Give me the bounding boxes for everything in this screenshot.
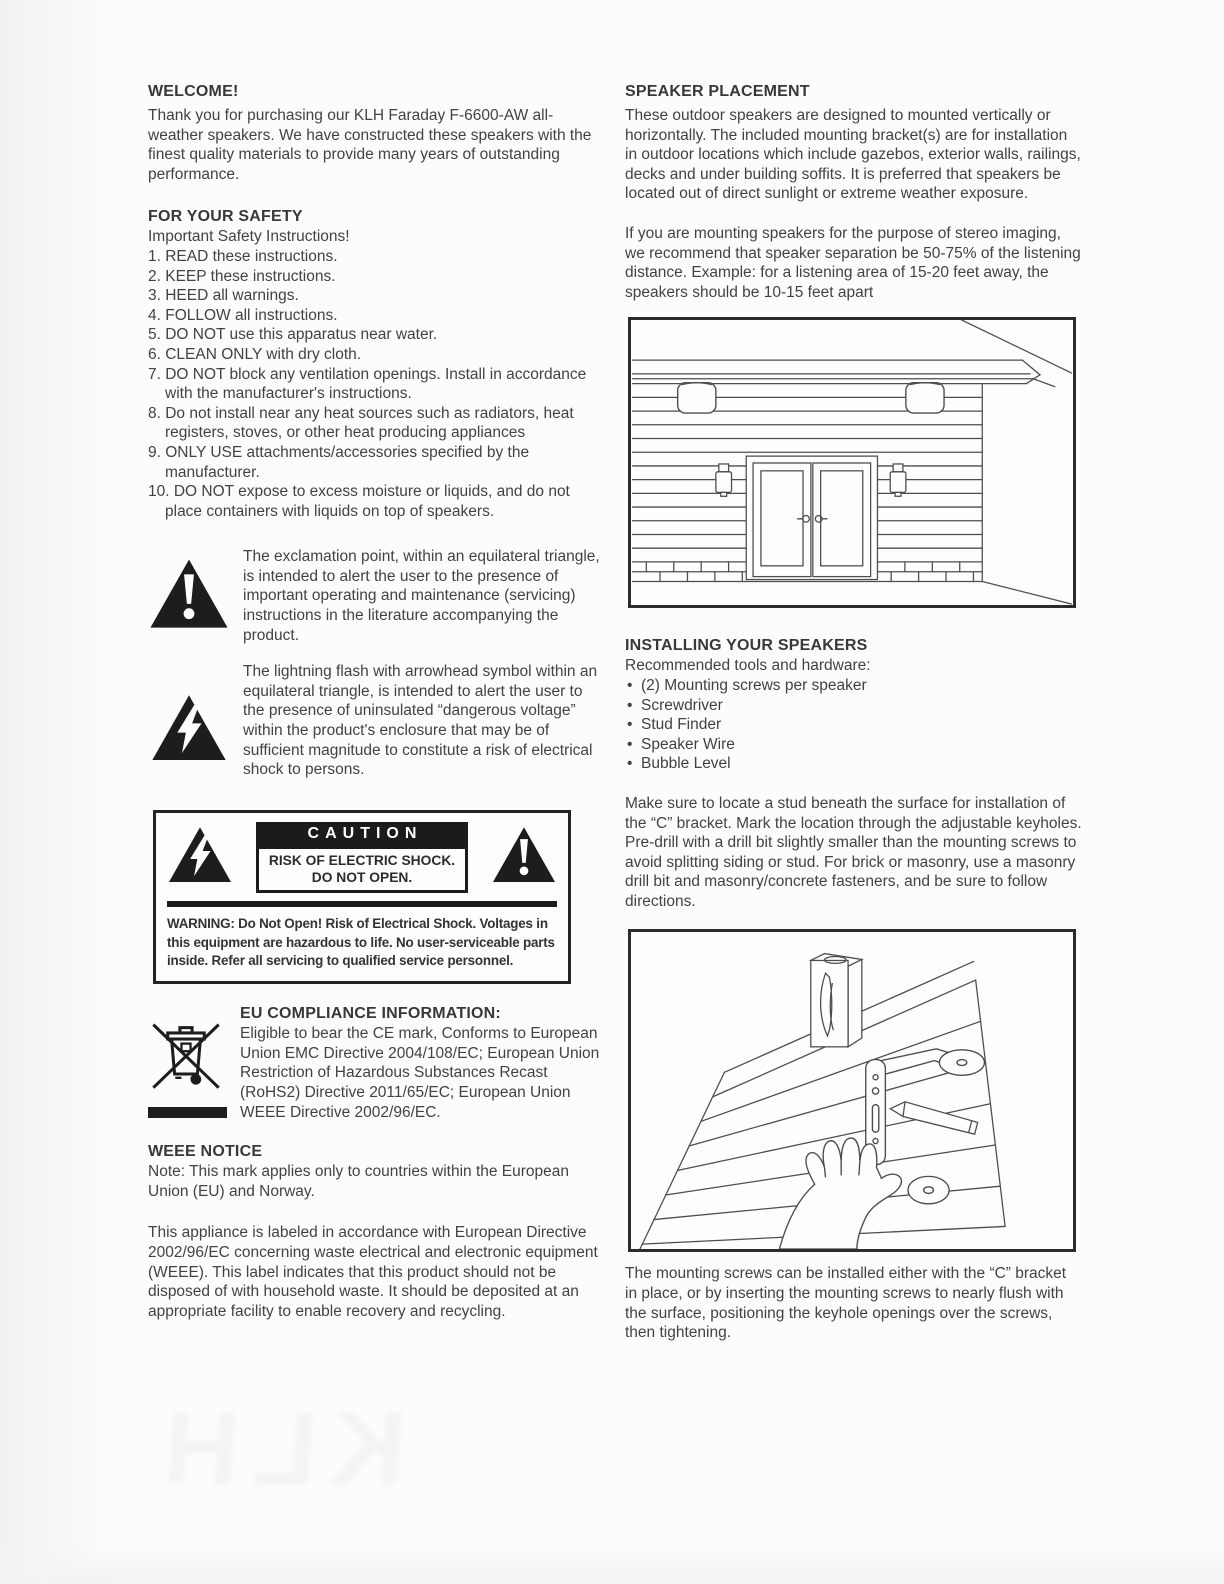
welcome-body: Thank you for purchasing our KLH Faraday F-6600-AW all-weather speakers. We have constructed these speakers with the finest quality materials to provide many years of outstanding performance. bbox=[148, 107, 592, 183]
list-item: 5. DO NOT use this apparatus near water. bbox=[148, 326, 438, 344]
lightning-triangle-icon bbox=[167, 824, 233, 891]
lightning-notice bbox=[148, 662, 600, 780]
placement-para2: If you are mounting speakers for the purpose of stereo imaging, we recommend that speaker separation be 50-75% of the listening distance. Example: for a listening area of 15-20 feet away, the speakers should be 10-15 feet apart bbox=[625, 224, 1081, 301]
c-bracket-installation-illustration bbox=[628, 929, 1076, 1252]
right-column bbox=[625, 82, 1082, 1343]
list-item: • Screwdriver bbox=[625, 696, 1082, 716]
caution-risk-line1: RISK OF ELECTRIC SHOCK. bbox=[268, 852, 456, 868]
list-item: 1. READ these instructions. bbox=[148, 247, 338, 265]
wood-stud bbox=[811, 954, 862, 1047]
scan-edge-shading-bottom bbox=[0, 1544, 1224, 1584]
installing-closing: The mounting screws can be installed either with the “C” bracket in place, or by inserting the mounting screws to nearly flush with the surface, positioning the keyhole openings over the screws, then tightening. bbox=[625, 1265, 1067, 1342]
lightning-notice-text: The lightning flash with arrowhead symbol within an equilateral triangle, is intended to alert the user to the presence of uninsulated “dangerous voltage” within the product's enclosure that may be of sufficient magnitude to constitute a risk of electrical shock to persons. bbox=[243, 663, 598, 779]
wall-lantern-right bbox=[890, 464, 906, 496]
placement-para1: These outdoor speakers are designed to mounted vertically or horizontally. The included mounting bracket(s) are for installation in outdoor locations which include gazebos, exterior walls, railings, decks and under building soffits. It is preferred that speakers be located out of direct sunlight or extreme weather exposure. bbox=[625, 107, 1081, 203]
eu-compliance-text bbox=[240, 1004, 600, 1122]
weee-notice-note: Note: This mark applies only to countries within the European Union (EU) and Norway. bbox=[148, 1163, 570, 1200]
weee-black-bar bbox=[148, 1107, 227, 1118]
installing-para: Make sure to locate a stud beneath the surface for installation of the “C” bracket. Mark the location through the adjustable keyholes. Pre-drill with a drill bit slightly smaller than the mounting screws to avoid splitting siding or stud. For brick or masonry, use a masonry drill bit and masonry/concrete fasteners, and be sure to follow directions. bbox=[625, 794, 1082, 910]
bleed-through-watermark bbox=[146, 1390, 410, 1509]
installing-heading: INSTALLING YOUR SPEAKERS bbox=[625, 637, 868, 655]
placement-heading: SPEAKER PLACEMENT bbox=[625, 83, 810, 100]
caution-risk-line2: DO NOT OPEN. bbox=[311, 870, 413, 886]
caution-title: CAUTION bbox=[256, 822, 468, 846]
list-item: 6. CLEAN ONLY with dry cloth. bbox=[148, 345, 362, 363]
safety-intro: Important Safety Instructions! bbox=[148, 228, 350, 246]
exclamation-notice bbox=[148, 547, 600, 645]
weee-notice-block bbox=[148, 1142, 600, 1321]
exclamation-triangle-icon bbox=[491, 824, 557, 891]
list-item: • Stud Finder bbox=[625, 715, 1082, 735]
caution-warning-text: WARNING: Do Not Open! Risk of Electrical Shock. Voltages in this equipment are hazardous to life. No user-serviceable parts inside. Refer all servicing to qualified service personnel. bbox=[167, 915, 555, 969]
house-with-mounted-speakers-illustration bbox=[628, 317, 1076, 608]
weee-crossed-out-bin-icon bbox=[148, 1004, 230, 1122]
caution-header bbox=[167, 822, 557, 893]
list-item: 8. Do not install near any heat sources such as radiators, heat registers, stoves, or other heat producing appliances bbox=[148, 404, 574, 442]
list-item: 7. DO NOT block any ventilation openings. Install in accordance with the manufacturer's instructions. bbox=[148, 365, 587, 403]
weee-notice-heading: WEEE NOTICE bbox=[148, 1143, 263, 1161]
list-item: • (2) Mounting screws per speaker bbox=[625, 676, 1082, 696]
list-item: 2. KEEP these instructions. bbox=[148, 267, 336, 285]
scan-edge-shading bbox=[0, 0, 115, 1584]
pencil bbox=[890, 1102, 977, 1134]
left-column bbox=[148, 82, 600, 1321]
exclamation-triangle-icon bbox=[148, 547, 230, 645]
list-item: 3. HEED all warnings. bbox=[148, 287, 299, 305]
caution-divider bbox=[167, 901, 557, 907]
double-door bbox=[746, 456, 877, 579]
safety-instructions-list bbox=[148, 247, 600, 521]
mounting-knob bbox=[908, 1177, 949, 1204]
wall-lantern-left bbox=[716, 464, 732, 496]
c-bracket bbox=[866, 1049, 985, 1165]
exclamation-notice-text: The exclamation point, within an equilateral triangle, is intended to alert the user to the presence of important operating and maintenance (servicing) instructions in the literature accompanying the product. bbox=[243, 548, 600, 644]
eu-compliance-body: Eligible to bear the CE mark, Conforms to European Union EMC Directive 2004/108/EC; European Union Restriction of Hazardous Substances Recast (RoHS2) Directive 2011/65/EC; European Union WEEE Directive 2002/96/EC. bbox=[240, 1025, 600, 1121]
eu-compliance-heading: EU COMPLIANCE INFORMATION: bbox=[240, 1005, 501, 1023]
caution-risk-text bbox=[256, 846, 468, 893]
eu-compliance-block bbox=[148, 1004, 600, 1122]
list-item: 4. FOLLOW all instructions. bbox=[148, 306, 338, 324]
weee-notice-body: This appliance is labeled in accordance with European Directive 2002/96/EC concerning waste electrical and electronic equipment (WEEE). This label indicates that this product should not be disposed of with household waste. It should be deposited at an appropriate facility to enable recovery and recycling. bbox=[148, 1224, 598, 1320]
list-item: • Bubble Level bbox=[625, 754, 1082, 774]
tools-list bbox=[625, 676, 1082, 774]
mounted-speaker-right bbox=[906, 383, 944, 413]
installing-intro: Recommended tools and hardware: bbox=[625, 657, 871, 675]
mounted-speaker-left bbox=[678, 383, 716, 413]
lightning-triangle-icon bbox=[148, 662, 230, 780]
caution-box bbox=[153, 810, 571, 984]
welcome-heading: WELCOME! bbox=[148, 83, 239, 100]
caution-labels bbox=[256, 822, 468, 893]
list-item: 10. DO NOT expose to excess moisture or liquids, and do not place containers with liquids on top of speakers. bbox=[148, 483, 570, 520]
safety-heading: FOR YOUR SAFETY bbox=[148, 208, 303, 226]
list-item: 9. ONLY USE attachments/accessories specified by the manufacturer. bbox=[148, 443, 530, 481]
list-item: • Speaker Wire bbox=[625, 735, 1082, 755]
